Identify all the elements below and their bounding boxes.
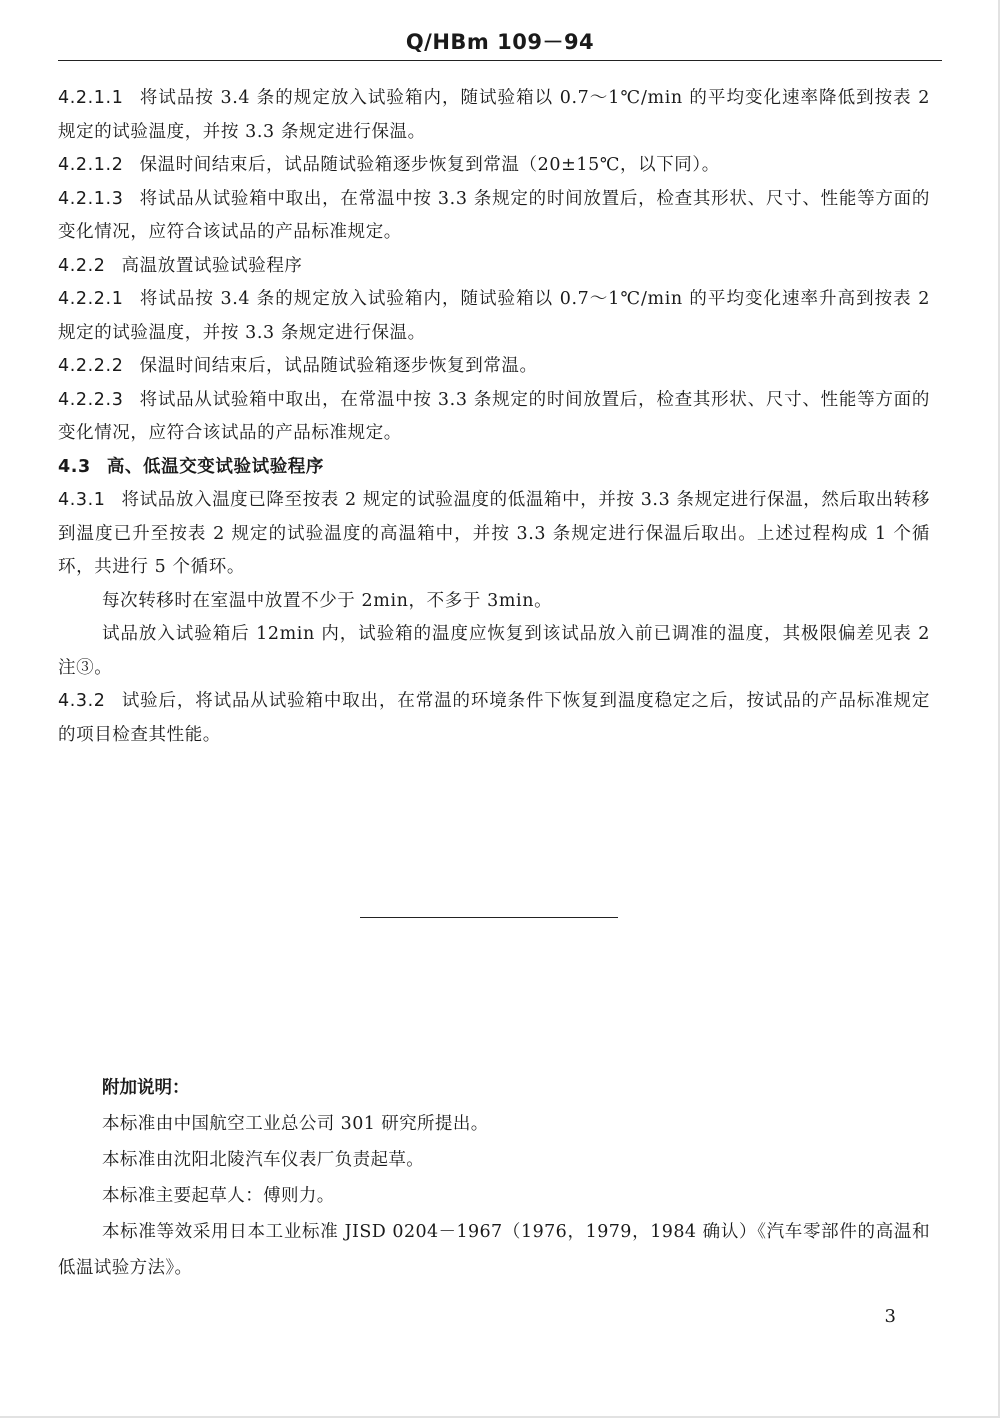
clause-4-2-2-heading	[58, 250, 930, 284]
note-line: 本标准由中国航空工业总公司 301 研究所提出。	[102, 1114, 489, 1134]
clause-4-3-2	[58, 685, 930, 752]
page-number: 3	[884, 1306, 896, 1327]
clause-number: 4.2.2.2	[58, 356, 124, 376]
clause-number: 4.3	[58, 456, 91, 477]
note-line: 本标准由沈阳北陵汽车仪表厂负责起草。	[102, 1150, 425, 1170]
clause-4-3-1-note-recovery	[58, 618, 930, 685]
clause-4-2-2-3	[58, 384, 930, 451]
end-divider	[360, 917, 618, 918]
clause-text: 试验后，将试品从试验箱中取出，在常温的环境条件下恢复到温度稳定之后，按试品的产品标准规定的项目检查其性能。	[58, 691, 930, 745]
clause-text: 高、低温交变试验试验程序	[106, 456, 325, 477]
clause-text: 将试品按 3.4 条的规定放入试验箱内，随试验箱以 0.7～1℃/min 的平均变化速率升高到按表 2 规定的试验温度，并按 3.3 条规定进行保温。	[58, 289, 930, 343]
standard-code: Q/HBm 109－94	[405, 30, 595, 54]
additional-notes	[58, 1070, 930, 1286]
clause-text: 试品放入试验箱后 12min 内，试验箱的温度应恢复到该试品放入前已调准的温度，其极限偏差见表 2 注③。	[58, 624, 930, 678]
clause-4-3-1-note-transfer	[58, 585, 930, 619]
clause-4-2-1-2	[58, 149, 930, 183]
clause-number: 4.2.2	[58, 255, 106, 276]
clause-text: 每次转移时在室温中放置不少于 2min，不多于 3min。	[102, 590, 553, 611]
clause-number: 4.2.1.1	[58, 88, 124, 108]
note-line: 本标准主要起草人：傅则力。	[102, 1186, 335, 1206]
page-header	[58, 24, 942, 61]
clause-number: 4.3.2	[58, 691, 106, 711]
notes-title: 附加说明：	[102, 1078, 190, 1098]
clause-text: 将试品从试验箱中取出，在常温中按 3.3 条规定的时间放置后，检查其形状、尺寸、性能等方面的变化情况，应符合该试品的产品标准规定。	[58, 188, 930, 242]
clause-text: 将试品按 3.4 条的规定放入试验箱内，随试验箱以 0.7～1℃/min 的平均变化速率降低到按表 2 规定的试验温度，并按 3.3 条规定进行保温。	[58, 88, 930, 142]
note-line: 本标准等效采用日本工业标准 JISD 0204－1967（1976，1979，1984 确认）《汽车零部件的高温和低温试验方法》。	[58, 1222, 930, 1278]
clause-4-2-1-3	[58, 183, 930, 250]
section-4-3-heading	[58, 451, 930, 485]
clause-number: 4.3.1	[58, 490, 106, 510]
clause-number: 4.2.2.3	[58, 389, 124, 410]
clause-4-3-1	[58, 484, 930, 585]
clause-number: 4.2.1.3	[58, 188, 124, 209]
clause-text: 将试品从试验箱中取出，在常温中按 3.3 条规定的时间放置后，检查其形状、尺寸、性能等方面的变化情况，应符合该试品的产品标准规定。	[58, 389, 930, 443]
clause-text: 高温放置试验试验程序	[121, 255, 303, 276]
clause-text: 保温时间结束后，试品随试验箱逐步恢复到常温。	[139, 356, 538, 376]
clause-4-2-2-1	[58, 283, 930, 350]
clause-text: 将试品放入温度已降至按表 2 规定的试验温度的低温箱中，并按 3.3 条规定进行保温，然后取出转移到温度已升至按表 2 规定的试验温度的高温箱中，并按 3.3 条规定进行保温后取出。上述过程构成 1 个循环，共进行 5 个循环。	[58, 490, 930, 577]
clause-4-2-2-2	[58, 350, 930, 384]
body-text	[58, 82, 930, 752]
clause-text: 保温时间结束后，试品随试验箱逐步恢复到常温（20±15℃，以下同）。	[139, 155, 720, 175]
clause-number: 4.2.1.2	[58, 155, 124, 175]
clause-number: 4.2.2.1	[58, 289, 124, 309]
clause-4-2-1-1	[58, 82, 930, 149]
